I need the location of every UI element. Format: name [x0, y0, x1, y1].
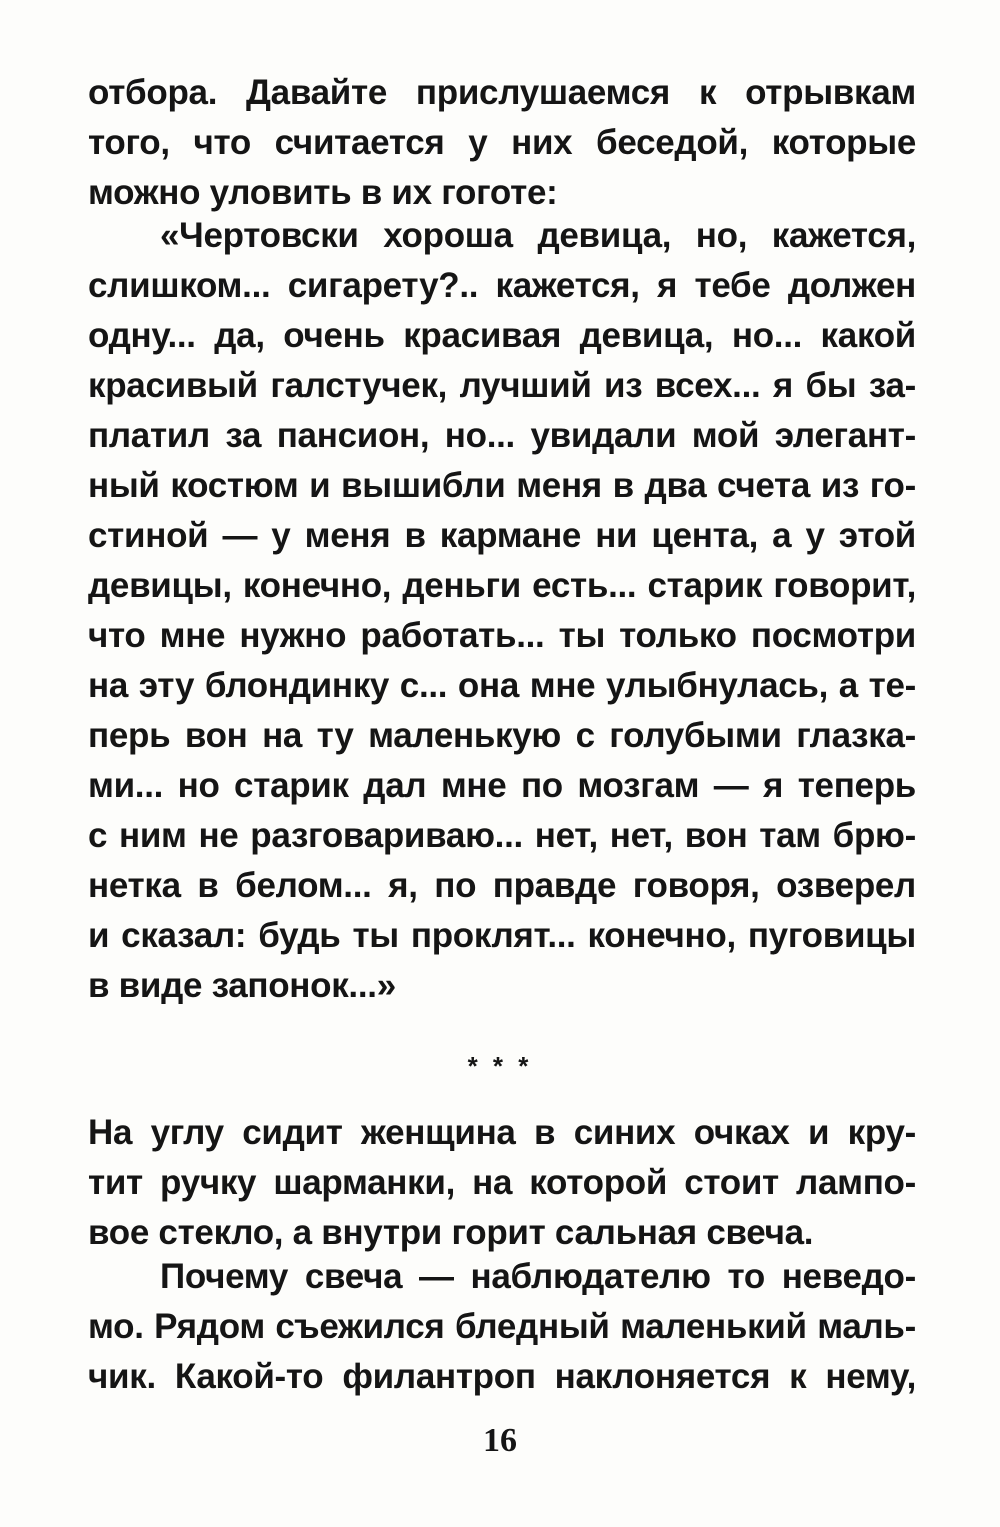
text-line: и сказал: будь ты проклят... конечно, пуговицы — [88, 916, 916, 955]
text-line: «Чертовски хороша девица, но, кажется, — [160, 216, 916, 255]
text-line: тит ручку шарманки, на которой стоит лампо- — [88, 1163, 916, 1202]
page-number: 16 — [483, 1422, 517, 1459]
text-line: отбора. Давайте прислушаемся к отрывкам — [88, 73, 916, 112]
text-line: На углу сидит женщина в синих очках и кру- — [88, 1113, 916, 1152]
text-line: одну... да, очень красивая девица, но... какой — [88, 316, 916, 355]
text-line: слишком... сигарету?.. кажется, я тебе должен — [88, 266, 916, 305]
text-line: на эту блондинку с... она мне улыбнулась, а те- — [88, 666, 916, 705]
text-line: девицы, конечно, деньги есть... старик говорит, — [88, 566, 916, 605]
text-line: можно уловить в их гоготе: — [88, 173, 558, 212]
text-line: того, что считается у них беседой, которые — [88, 123, 916, 162]
text-line: ми... но старик дал мне по мозгам — я теперь — [88, 766, 916, 805]
text-line: с ним не разговариваю... нет, нет, вон там брю- — [88, 816, 916, 855]
text-line: в виде запонок...» — [88, 966, 396, 1005]
text-line: нетка в белом... я, по правде говоря, озверел — [88, 866, 916, 905]
text-line: мо. Рядом съежился бледный маленький маль- — [88, 1307, 916, 1346]
text-line: что мне нужно работать... ты только посмотри — [88, 616, 916, 655]
text-line: перь вон на ту маленькую с голубыми глазка- — [88, 716, 916, 755]
text-line: чик. Какой-то филантроп наклоняется к нему, — [88, 1357, 916, 1396]
text-line: стиной — у меня в кармане ни цента, а у этой — [88, 516, 916, 555]
text-line: красивый галстучек, лучший из всех... я бы за- — [88, 366, 916, 405]
text-line: вое стекло, а внутри горит сальная свеча. — [88, 1213, 814, 1252]
text-line: платил за пансион, но... увидали мой элегант- — [88, 416, 916, 455]
text-line: Почему свеча — наблюдателю то неведо- — [160, 1257, 916, 1296]
section-separator: * * * — [467, 1051, 533, 1081]
text-line: ный костюм и вышибли меня в два счета из го- — [88, 466, 916, 505]
